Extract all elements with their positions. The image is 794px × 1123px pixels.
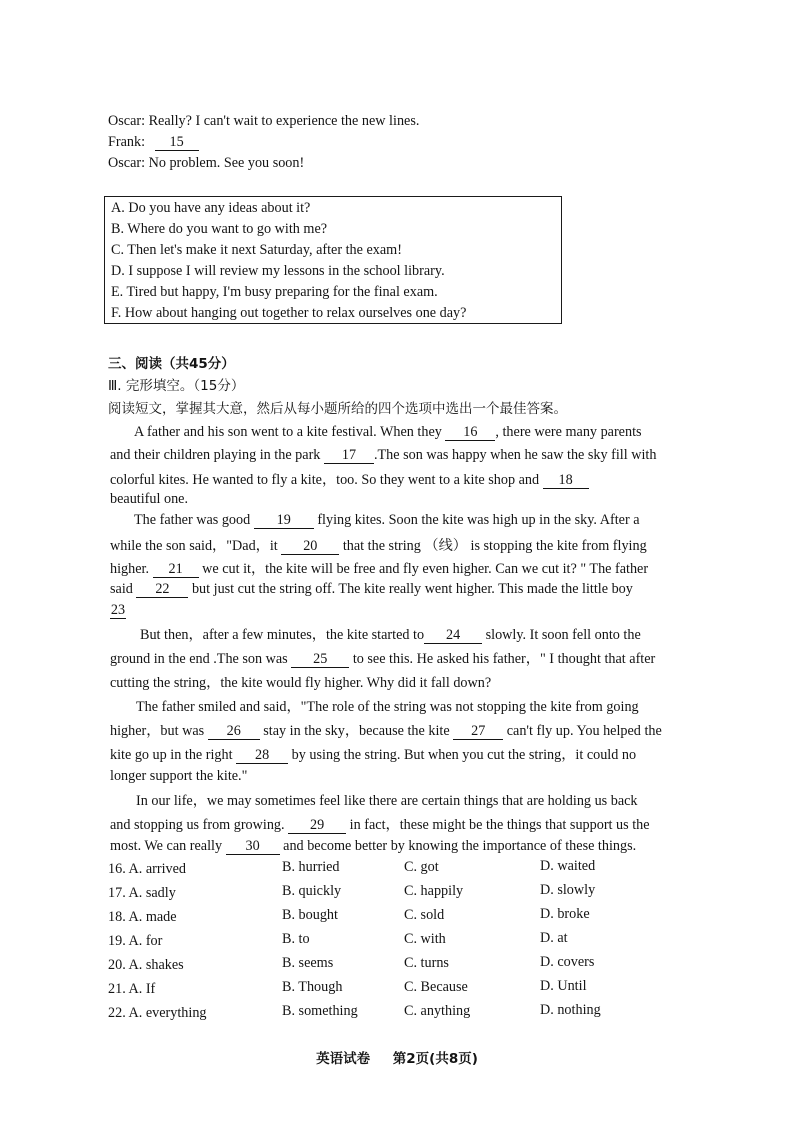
passage-line: higher，but was 26 stay in the sky，because the kite 27 can't fly up. You helped the [110, 723, 662, 739]
footer-subject: 英语试卷 [316, 1051, 371, 1067]
passage-line: most. We can really 30 and become better by knowing the importance of these things. [110, 838, 637, 854]
passage-line: A father and his son went to a kite festival. When they 16 , there were many parents [134, 424, 642, 440]
q16-option-c: C. got [404, 859, 439, 875]
passage-line: In our life，we may sometimes feel like there are certain things that are holding us back [136, 793, 638, 809]
q19-option-c: C. with [404, 931, 446, 947]
blank-23: 23 [110, 602, 126, 618]
blank-24: 24 [424, 628, 482, 644]
passage-line: But then，after a few minutes，the kite started to 24 slowly. It soon fell onto the [140, 627, 641, 643]
blank-22: 22 [136, 582, 188, 598]
q20-option-c: C. turns [404, 955, 449, 971]
blank-26: 26 [208, 724, 260, 740]
passage-line: colorful kites. He wanted to fly a kite，too. So they went to a kite shop and 18 [110, 469, 692, 489]
blank-21: 21 [153, 562, 199, 578]
passage-line: and stopping us from growing. 29 in fact，these might be the things that support us the [110, 817, 650, 833]
q17-option-c: C. happily [404, 883, 464, 899]
speaker-label: Frank: [108, 134, 146, 150]
blank-15: 15 [155, 135, 199, 151]
sub-heading: Ⅲ. 完形填空。（15分） [108, 378, 245, 394]
blank-20: 20 [281, 539, 339, 555]
q22-option-c: C. anything [404, 1003, 471, 1019]
q19-option-a: 19. A. for [108, 933, 163, 949]
options-box [104, 196, 562, 324]
q17-option-a: 17. A. sadly [108, 885, 176, 901]
instruction-text: 阅读短文，掌握其大意，然后从每小题所给的四个选项中选出一个最佳答案。 [108, 401, 567, 417]
passage-line: kite go up in the right 28 by using the string. But when you cut the string，it could no [110, 747, 637, 763]
passage-line: beautiful one. [110, 491, 189, 507]
q19-option-b: B. to [282, 931, 310, 947]
q20-option-b: B. seems [282, 955, 334, 971]
q21-option-a: 21. A. If [108, 981, 156, 997]
dialogue-line-frank [108, 134, 199, 151]
option-a: A. Do you have any ideas about it? [111, 200, 311, 216]
q21-option-c: C. Because [404, 979, 468, 995]
passage-line: The father was good 19 flying kites. Soon the kite was high up in the sky. After a [134, 512, 640, 528]
passage-line: and their children playing in the park 17 .The son was happy when he saw the sky fill with [110, 447, 657, 463]
option-c: C. Then let's make it next Saturday, after the exam! [111, 242, 402, 258]
q18-option-d: D. broke [540, 906, 590, 922]
blank-29: 29 [288, 818, 346, 834]
q21-option-b: B. Though [282, 979, 343, 995]
q21-option-d: D. Until [540, 978, 587, 994]
blank-16: 16 [445, 425, 495, 441]
q17-option-b: B. quickly [282, 883, 342, 899]
page-footer [0, 1047, 794, 1067]
q17-option-d: D. slowly [540, 882, 596, 898]
q22-option-d: D. nothing [540, 1002, 601, 1018]
q22-option-b: B. something [282, 1003, 358, 1019]
passage-line: said 22 but just cut the string off. The kite really went higher. This made the little boy [110, 581, 633, 597]
passage-line: cutting the string，the kite would fly higher. Why did it fall down? [110, 675, 492, 691]
q18-option-c: C. sold [404, 907, 445, 923]
option-e: E. Tired but happy, I'm busy preparing for the final exam. [111, 284, 438, 300]
q18-option-a: 18. A. made [108, 909, 177, 925]
blank-17: 17 [324, 448, 374, 464]
q16-option-b: B. hurried [282, 859, 340, 875]
passage-line: while the son said，"Dad，it 20 that the string （线） is stopping the kite from flying [110, 538, 647, 554]
blank-30: 30 [226, 839, 280, 855]
blank-19: 19 [254, 513, 314, 529]
q22-option-a: 22. A. everything [108, 1005, 207, 1021]
blank-25: 25 [291, 652, 349, 668]
q20-option-d: D. covers [540, 954, 595, 970]
passage-line [110, 602, 692, 619]
blank-18: 18 [543, 473, 589, 489]
q19-option-d: D. at [540, 930, 568, 946]
q20-option-a: 20. A. shakes [108, 957, 184, 973]
passage-line: ground in the end .The son was 25 to see this. He asked his father，" I thought that after [110, 651, 656, 667]
passage-line: longer support the kite." [110, 768, 248, 784]
q16-option-a: 16. A. arrived [108, 861, 187, 877]
section-heading: 三、阅读（共45分） [108, 356, 235, 372]
option-d: D. I suppose I will review my lessons in the school library. [111, 263, 445, 279]
option-b: B. Where do you want to go with me? [111, 221, 328, 237]
dialogue-line-oscar-1: Oscar: Really? I can't wait to experience the new lines. [108, 113, 420, 129]
q16-option-d: D. waited [540, 858, 596, 874]
footer-page-number: 第2页(共8页) [392, 1051, 478, 1067]
dialogue-line-oscar-2: Oscar: No problem. See you soon! [108, 155, 305, 171]
q18-option-b: B. bought [282, 907, 338, 923]
blank-28: 28 [236, 748, 288, 764]
option-f: F. How about hanging out together to relax ourselves one day? [111, 305, 467, 321]
passage-line: higher. 21 we cut it，the kite will be free and fly even higher. Can we cut it? " The father [110, 561, 649, 577]
passage-line: The father smiled and said，"The role of the string was not stopping the kite from going [136, 699, 639, 715]
blank-27: 27 [453, 724, 503, 740]
